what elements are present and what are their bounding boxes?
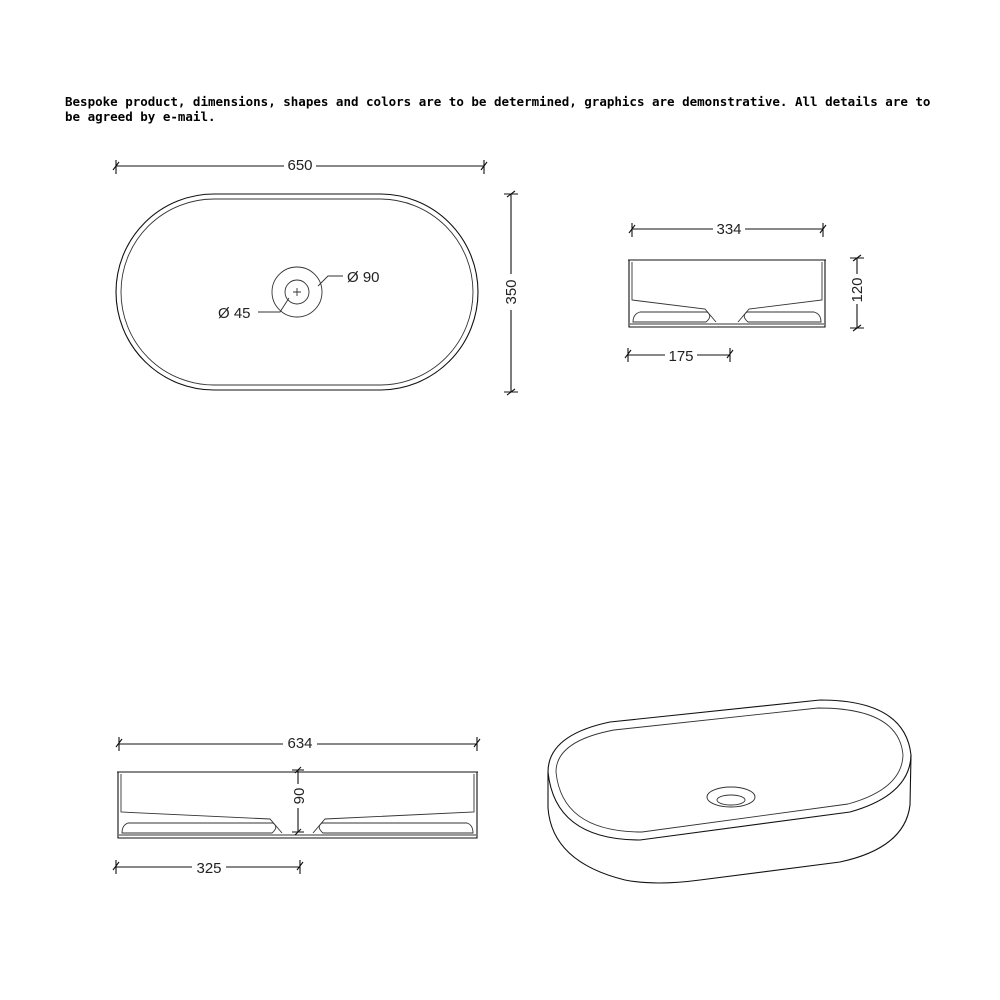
label-side-width: 334	[716, 221, 742, 238]
side-outline	[628, 260, 826, 327]
front-view	[113, 735, 480, 877]
top-view	[113, 157, 520, 395]
front-inner-left	[121, 774, 282, 833]
perspective-view	[548, 700, 911, 883]
basin-top-rim-inner	[556, 708, 903, 832]
side-inner-right	[738, 262, 822, 322]
label-outer-diameter: Ø 90	[347, 269, 380, 286]
front-base-right	[319, 823, 473, 833]
side-base-left	[633, 312, 710, 322]
front-inner-right	[313, 774, 474, 833]
label-half-length: 325	[196, 860, 222, 877]
label-width: 350	[503, 279, 520, 305]
drain-center-mark	[293, 288, 301, 296]
side-inner-left	[632, 262, 716, 322]
leader-outer-diameter	[318, 276, 343, 286]
label-half-width: 175	[668, 348, 694, 365]
drain-inner-ellipse	[717, 795, 745, 805]
basin-top-rim-outer	[548, 700, 911, 840]
label-length: 650	[287, 157, 313, 174]
disclaimer-note: Bespoke product, dimensions, shapes and colors are to be determined, graphics are demonstrative. All details are to be agreed by e-mail.	[65, 94, 931, 124]
basin-body-outline	[548, 755, 911, 883]
label-front-length: 634	[287, 735, 313, 752]
front-base-left	[122, 823, 276, 833]
label-inner-diameter: Ø 45	[218, 305, 251, 322]
drain-outer-ellipse	[707, 787, 755, 807]
side-view	[625, 221, 866, 365]
side-base-right	[744, 312, 821, 322]
label-depth: 90	[291, 787, 308, 805]
label-side-height: 120	[849, 277, 866, 303]
